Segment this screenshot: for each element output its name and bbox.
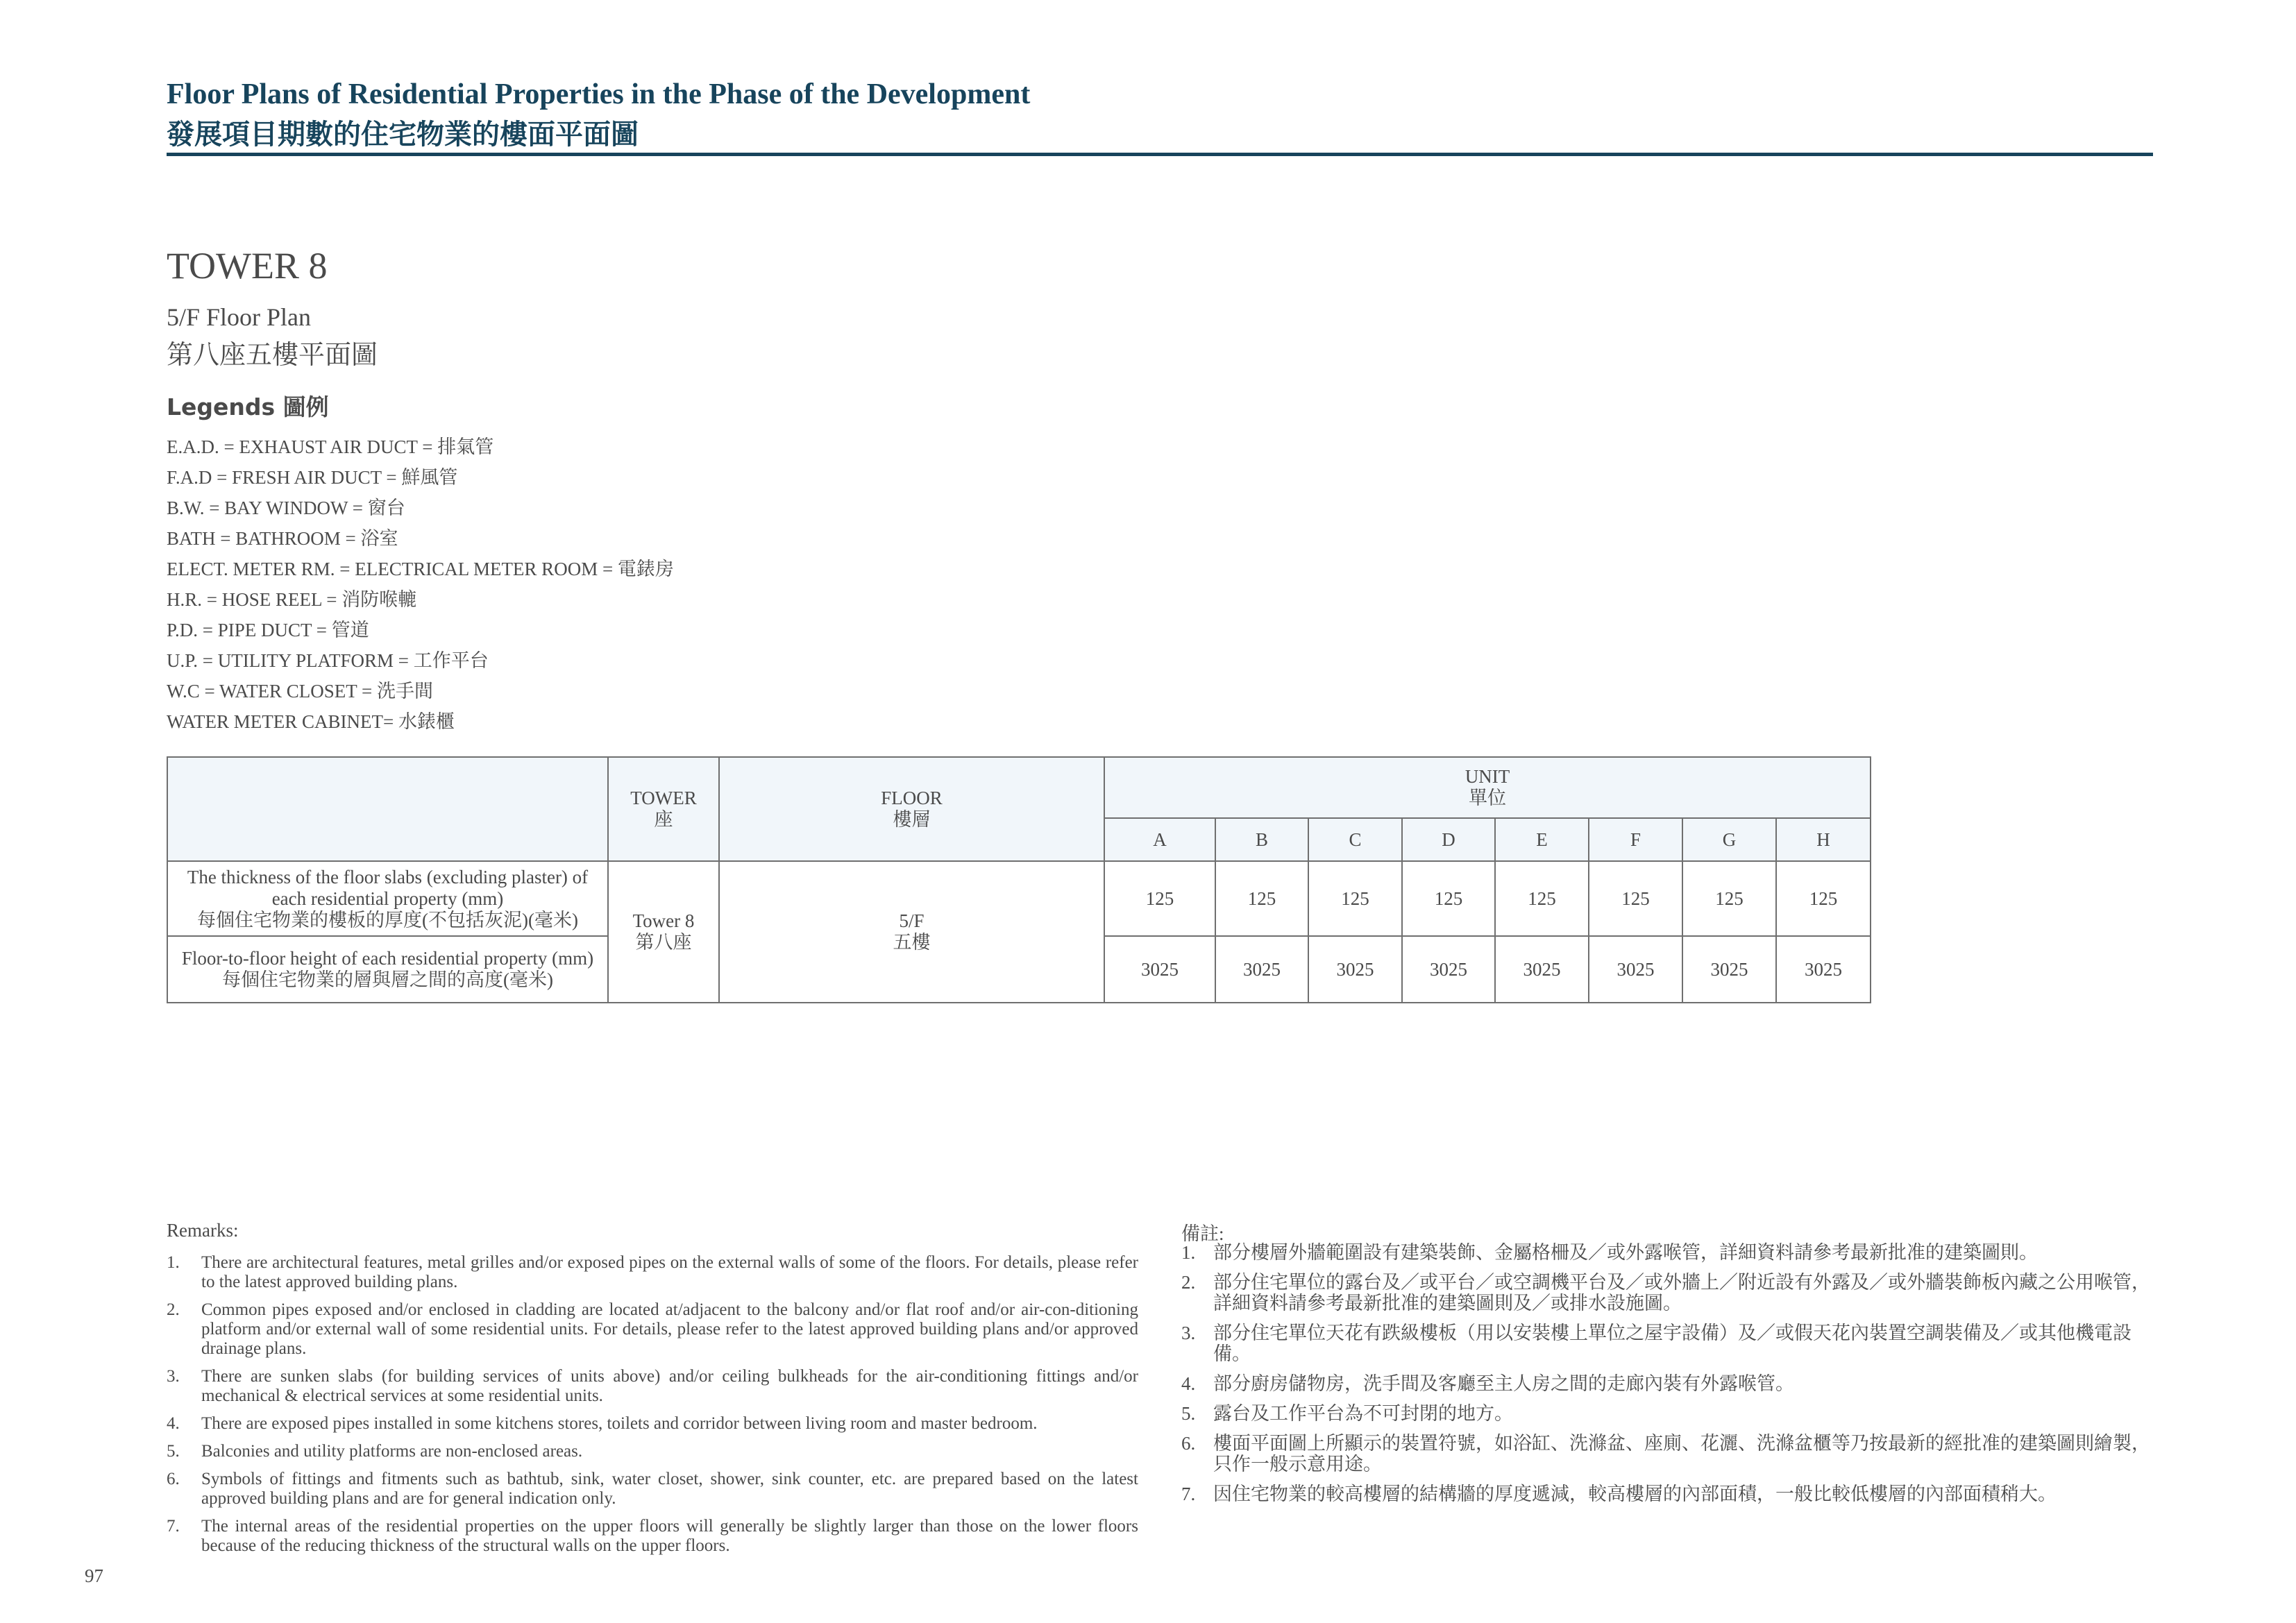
legend-item: ELECT. METER RM. = ELECTRICAL METER ROOM = 電錶房: [167, 559, 674, 579]
remark-item: [167, 1414, 1138, 1434]
floor-header: [719, 757, 1104, 861]
floor-plan-title-en: 5/F Floor Plan: [167, 303, 312, 331]
remark-item: [167, 1367, 1138, 1406]
tower-heading: TOWER 8: [167, 245, 328, 287]
unit-col-header: H: [1776, 818, 1871, 861]
unit-col-header: C: [1308, 818, 1402, 861]
floor-value-en: 5/F: [899, 910, 925, 931]
unit-col-header: E: [1495, 818, 1589, 861]
remark-text: 部分樓層外牆範圍設有建築裝飾、金屬格柵及／或外露喉管，詳細資料請參考最新批准的建築圖則。: [1213, 1242, 2038, 1263]
slab-thickness-cell: 125: [1776, 861, 1871, 936]
tower-header-zh: 座: [654, 809, 673, 830]
remark-number: 3.: [167, 1367, 180, 1386]
remark-text: 部分住宅單位的露台及／或平台／或空調機平台及／或外牆上／附近設有外露及／或外牆裝飾板內藏之公用喉管，詳細資料請參考最新批准的建築圖則及／或排水設施圖。: [1213, 1272, 2150, 1314]
header-divider: [167, 153, 2153, 156]
floor-header-zh: 樓層: [893, 809, 931, 830]
remark-text: Symbols of fittings and fitments such as bathtub, sink, water closet, shower, sink counter, etc. are prepared based on the latest approved building plans and are for general indication only.: [201, 1470, 1138, 1508]
legend-item: B.W. = BAY WINDOW = 窗台: [167, 498, 405, 518]
remark-item: [167, 1300, 1138, 1359]
remark-text: There are architectural features, metal grilles and/or exposed pipes on the external walls of some of the floors. For details, please refer to the latest approved building plans.: [201, 1253, 1138, 1291]
tower-header: [608, 757, 719, 861]
floor-height-cell: 3025: [1402, 936, 1495, 1003]
remark-item: [1181, 1242, 2153, 1263]
legend-item: U.P. = UTILITY PLATFORM = 工作平台: [167, 650, 489, 671]
remark-number: 1.: [1181, 1242, 1196, 1263]
remark-number: 4.: [167, 1414, 180, 1433]
legend-list: [167, 432, 674, 737]
remark-number: 7.: [1181, 1484, 1196, 1504]
remark-number: 2.: [1181, 1272, 1196, 1293]
legend-item: E.A.D. = EXHAUST AIR DUCT = 排氣管: [167, 436, 494, 457]
remarks-title-zh: 備註:: [1181, 1223, 1224, 1244]
slab-thickness-cell: 125: [1104, 861, 1215, 936]
remark-item: [167, 1253, 1138, 1292]
legend-item: P.D. = PIPE DUCT = 管道: [167, 620, 369, 640]
remark-item: [1181, 1323, 2153, 1364]
floor-value-zh: 五樓: [893, 932, 931, 953]
remark-text: Balconies and utility platforms are non-enclosed areas.: [201, 1442, 583, 1461]
remark-item: [167, 1517, 1138, 1556]
remark-text: The internal areas of the residential properties on the upper floors will generally be slightly larger than those on the lower floors because of the reducing thickness of the structural walls on the upper floors.: [201, 1517, 1138, 1555]
page-title-en: Floor Plans of Residential Properties in the Phase of the Development: [167, 78, 1031, 110]
remark-number: 3.: [1181, 1323, 1196, 1343]
remark-number: 6.: [167, 1470, 180, 1488]
floor-spec-table: [167, 756, 1871, 1003]
floor-cell: [719, 861, 1104, 1003]
remark-text: 因住宅物業的較高樓層的結構牆的厚度遞減，較高樓層的內部面積，一般比較低樓層的內部面積稍大。: [1213, 1484, 2057, 1504]
floor-height-cell: 3025: [1104, 936, 1215, 1003]
floor-height-cell: 3025: [1776, 936, 1871, 1003]
remark-text: There are sunken slabs (for building services of units above) and/or ceiling bulkheads for the air-conditioning fittings and/or mechanical & electrical services at some residential units.: [201, 1367, 1138, 1405]
slab-thickness-cell: 125: [1402, 861, 1495, 936]
remark-text: 露台及工作平台為不可封閉的地方。: [1213, 1403, 1513, 1424]
floor-height-cell: 3025: [1495, 936, 1589, 1003]
remark-item: [1181, 1484, 2153, 1504]
slab-thickness-cell: 125: [1589, 861, 1682, 936]
legend-item: WATER METER CABINET= 水錶櫃: [167, 711, 455, 732]
row-label-zh: 每個住宅物業的層與層之間的高度(毫米): [222, 969, 553, 990]
unit-col-header: A: [1104, 818, 1215, 861]
remark-text: 樓面平面圖上所顯示的裝置符號，如浴缸、洗滌盆、座廁、花灑、洗滌盆櫃等乃按最新的經批准的建築圖則繪製，只作一般示意用途。: [1213, 1433, 2150, 1475]
unit-col-header: D: [1402, 818, 1495, 861]
floor-height-cell: 3025: [1215, 936, 1308, 1003]
remark-item: [167, 1470, 1138, 1509]
row-label-en: The thickness of the floor slabs (excluding plaster) of each residential property (mm): [187, 866, 589, 909]
remark-text: There are exposed pipes installed in some kitchens stores, toilets and corridor between living room and master bedroom.: [201, 1414, 1038, 1433]
unit-col-header: G: [1682, 818, 1776, 861]
unit-header-en: UNIT: [1464, 766, 1510, 787]
tower-cell: [608, 861, 719, 1003]
tower-value-zh: 第八座: [635, 932, 692, 953]
remark-number: 2.: [167, 1300, 180, 1319]
remark-number: 7.: [167, 1517, 180, 1536]
slab-thickness-cell: 125: [1495, 861, 1589, 936]
legend-item: BATH = BATHROOM = 浴室: [167, 528, 398, 549]
unit-col-header: B: [1215, 818, 1308, 861]
remark-number: 5.: [1181, 1403, 1196, 1424]
table-row: [167, 861, 1871, 936]
legend-title: Legends 圖例: [167, 393, 329, 420]
page-title-zh: 發展項目期數的住宅物業的樓面平面圖: [167, 119, 639, 150]
floor-header-en: FLOOR: [881, 788, 943, 808]
remarks-list-en: [167, 1253, 1138, 1564]
slab-thickness-cell: 125: [1682, 861, 1776, 936]
floor-plan-title-zh: 第八座五樓平面圖: [167, 341, 378, 370]
remark-item: [1181, 1272, 2153, 1314]
floor-height-cell: 3025: [1589, 936, 1682, 1003]
slab-thickness-cell: 125: [1215, 861, 1308, 936]
remark-item: [167, 1442, 1138, 1461]
floor-height-cell: 3025: [1308, 936, 1402, 1003]
legend-item: W.C = WATER CLOSET = 洗手間: [167, 681, 433, 702]
remark-number: 6.: [1181, 1433, 1196, 1454]
remark-item: [1181, 1373, 2153, 1394]
unit-col-header: F: [1589, 818, 1682, 861]
remark-item: [1181, 1433, 2153, 1475]
row-label-zh: 每個住宅物業的樓板的厚度(不包括灰泥)(毫米): [197, 909, 578, 931]
page-number: 97: [85, 1565, 103, 1586]
remark-number: 4.: [1181, 1373, 1196, 1394]
remark-item: [1181, 1403, 2153, 1424]
remark-number: 1.: [167, 1253, 180, 1272]
remark-text: 部分廚房儲物房，洗手間及客廳至主人房之間的走廊內裝有外露喉管。: [1213, 1373, 1794, 1394]
tower-value-en: Tower 8: [632, 910, 695, 931]
legend-item: F.A.D = FRESH AIR DUCT = 鮮風管: [167, 467, 458, 488]
floor-height-cell: 3025: [1682, 936, 1776, 1003]
row-label-en: Floor-to-floor height of each residential property (mm): [181, 948, 594, 969]
remarks-list-zh: [1181, 1242, 2153, 1513]
unit-header-zh: 單位: [1469, 788, 1507, 808]
legend-item: H.R. = HOSE REEL = 消防喉轆: [167, 589, 417, 610]
row-label: [167, 936, 608, 1003]
remark-number: 5.: [167, 1442, 180, 1461]
tower-header-en: TOWER: [630, 788, 697, 808]
remark-text: Common pipes exposed and/or enclosed in cladding are located at/adjacent to the balcony and/or flat roof and/or air-con-ditioning platform and/or external wall of some residential units. For details, please refer to the latest approved building plans and/or approved drainage plans.: [201, 1300, 1138, 1358]
remarks-title-en: Remarks:: [167, 1220, 239, 1241]
remark-text: 部分住宅單位天花有跌級樓板（用以安裝樓上單位之屋宇設備）及／或假天花內裝置空調裝備及／或其他機電設備。: [1213, 1323, 2132, 1364]
table-corner-cell: [167, 757, 608, 861]
unit-header: [1104, 757, 1871, 818]
slab-thickness-cell: 125: [1308, 861, 1402, 936]
row-label: [167, 861, 608, 936]
